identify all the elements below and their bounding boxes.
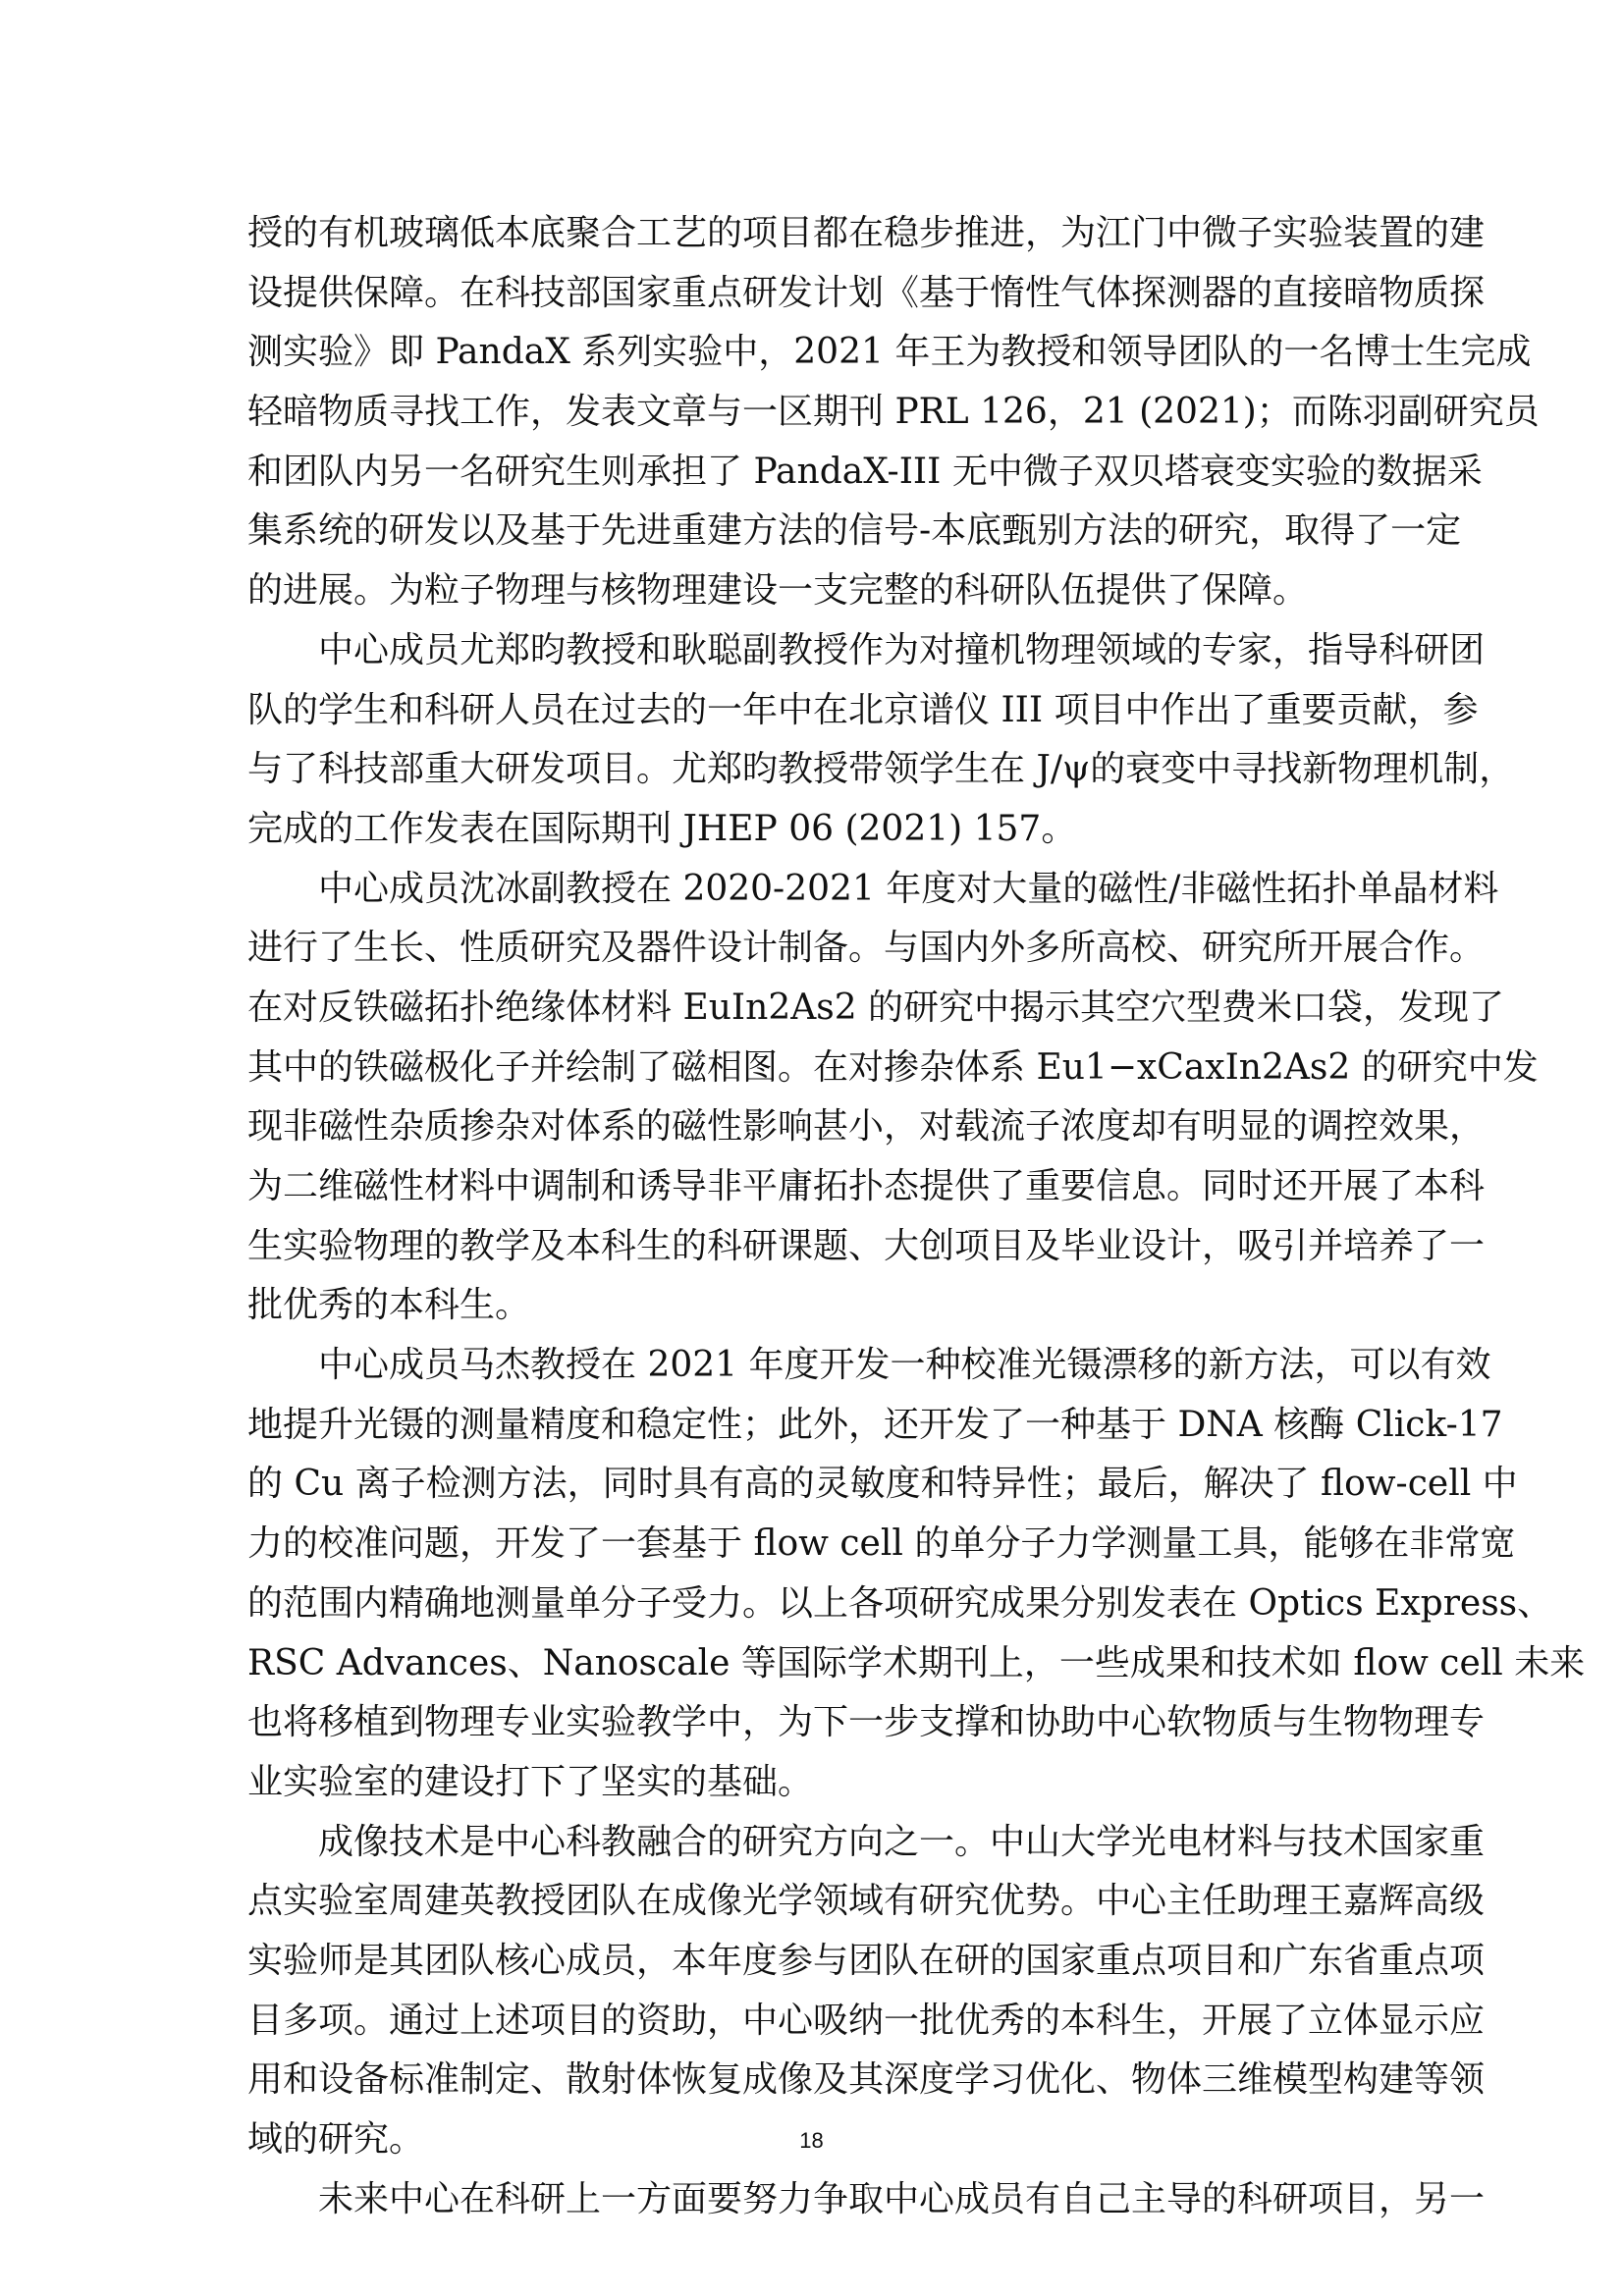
text-line: 集系统的研发以及基于先进重建方法的信号-本底甄别方法的研究，取得了一定 bbox=[247, 510, 1462, 552]
text-line: 点实验室周建英教授团队在成像光学领域有研究优势。中心主任助理王嘉辉高级 bbox=[247, 1881, 1486, 1922]
text-line: 在对反铁磁拓扑绝缘体材料 EuIn2As2 的研究中揭示其空穴型费米口袋，发现了 bbox=[247, 987, 1505, 1028]
text-line: 的 Cu 离子检测方法，同时具有高的灵敏度和特异性；最后，解决了 flow-cell 中 bbox=[247, 1464, 1518, 1505]
text-line: 授的有机玻璃低本底聚合工艺的项目都在稳步推进，为江门中微子实验装置的建 bbox=[247, 213, 1486, 253]
text-line: RSC Advances、Nanoscale 等国际学术期刊上，一些成果和技术如 flow cell 未来 bbox=[247, 1642, 1586, 1683]
text-line: 队的学生和科研人员在过去的一年中在北京谱仪 III 项目中作出了重要贡献，参 bbox=[247, 689, 1479, 730]
paragraph bbox=[247, 1813, 1486, 2170]
paragraph bbox=[247, 204, 1540, 621]
text-line: 域的研究。 bbox=[247, 2119, 425, 2160]
text-line: 设提供保障。在科技部国家重点研发计划《基于惰性气体探测器的直接暗物质探 bbox=[247, 272, 1486, 313]
text-line: 用和设备标准制定、散射体恢复成像及其深度学习优化、物体三维模型构建等领 bbox=[247, 2059, 1486, 2101]
text-line: 生实验物理的教学及本科生的科研课题、大创项目及毕业设计，吸引并培养了一 bbox=[247, 1225, 1486, 1266]
text-line: 测实验》即 PandaX 系列实验中，2021 年王为教授和领导团队的一名博士生完成 bbox=[247, 332, 1532, 373]
text-line: 中心成员沈冰副教授在 2020-2021 年度对大量的磁性/非磁性拓扑单晶材料 bbox=[318, 868, 1499, 909]
text-line: 进行了生长、性质研究及器件设计制备。与国内外多所高校、研究所开展合作。 bbox=[247, 928, 1486, 969]
page-number: 18 bbox=[799, 2128, 824, 2153]
text-line: 的范围内精确地测量单分子受力。以上各项研究成果分别发表在 Optics Express、 bbox=[247, 1582, 1553, 1624]
text-line: 力的校准问题，开发了一套基于 flow cell 的单分子力学测量工具，能够在非常宽 bbox=[247, 1523, 1516, 1565]
text-line: 业实验室的建设打下了坚实的基础。 bbox=[247, 1761, 814, 1802]
text-line: 也将移植到物理专业实验教学中，为下一步支撑和协助中心软物质与生物物理专 bbox=[247, 1702, 1486, 1743]
text-line: 批优秀的本科生。 bbox=[247, 1285, 531, 1326]
text-line: 完成的工作发表在国际期刊 JHEP 06 (2021) 157。 bbox=[247, 808, 1077, 849]
text-line: 目多项。通过上述项目的资助，中心吸纳一批优秀的本科生，开展了立体显示应 bbox=[247, 2000, 1486, 2041]
text-line: 为二维磁性材料中调制和诱导非平庸拓扑态提供了重要信息。同时还开展了本科 bbox=[247, 1166, 1486, 1206]
text-line: 的进展。为粒子物理与核物理建设一支完整的科研队伍提供了保障。 bbox=[247, 570, 1309, 612]
text-line: 中心成员尤郑昀教授和耿聪副教授作为对撞机物理领域的专家，指导科研团 bbox=[318, 629, 1486, 670]
text-line: 地提升光镊的测量精度和稳定性；此外，还开发了一种基于 DNA 核酶 Click-17 bbox=[247, 1404, 1503, 1445]
paragraph bbox=[247, 621, 1515, 860]
paragraph bbox=[247, 860, 1539, 1337]
text-line: 中心成员马杰教授在 2021 年度开发一种校准光镊漂移的新方法，可以有效 bbox=[318, 1345, 1491, 1386]
text-line: 与了科技部重大研发项目。尤郑昀教授带领学生在 J/ψ的衰变中寻找新物理机制， bbox=[247, 749, 1515, 790]
text-line: 和团队内另一名研究生则承担了 PandaX-III 无中微子双贝塔衰变实验的数据采 bbox=[247, 451, 1483, 492]
body-text bbox=[247, 204, 1586, 2229]
text-line: 轻暗物质寻找工作，发表文章与一区期刊 PRL 126，21 (2021)；而陈羽副研究员 bbox=[247, 392, 1540, 433]
text-line: 其中的铁磁极化子并绘制了磁相图。在对掺杂体系 Eu1−xCaxIn2As2 的研究中发 bbox=[247, 1046, 1539, 1088]
text-line: 实验师是其团队核心成员，本年度参与团队在研的国家重点项目和广东省重点项 bbox=[247, 1940, 1486, 1981]
text-line: 现非磁性杂质掺杂对体系的磁性影响甚小，对载流子浓度却有明显的调控效果， bbox=[247, 1106, 1486, 1148]
text-line: 成像技术是中心科教融合的研究方向之一。中山大学光电材料与技术国家重 bbox=[318, 1821, 1486, 1862]
paragraph bbox=[247, 2170, 1486, 2230]
paragraph bbox=[247, 1336, 1586, 1813]
text-line: 未来中心在科研上一方面要努力争取中心成员有自己主导的科研项目，另一 bbox=[318, 2178, 1486, 2219]
